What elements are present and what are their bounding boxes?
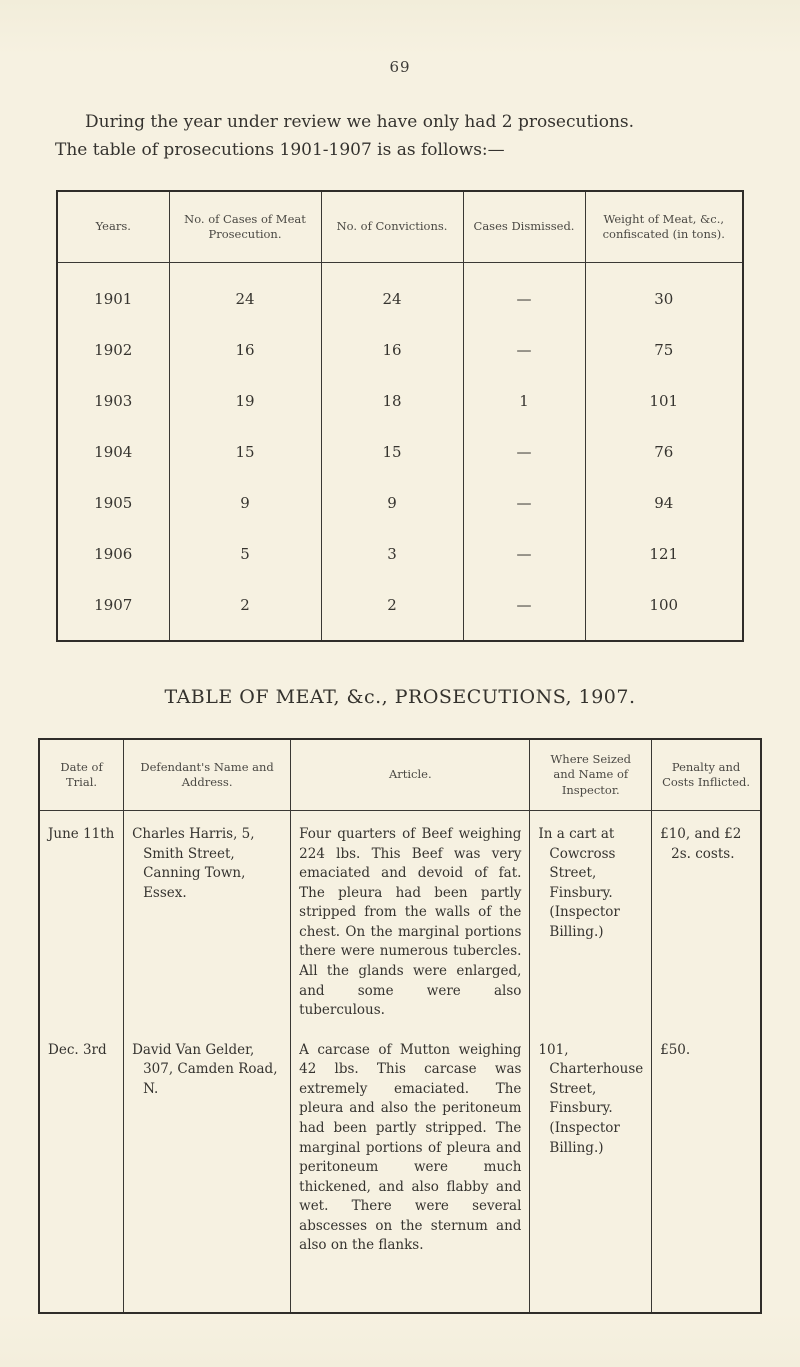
cell-article xyxy=(291,1027,530,1313)
table-cell: 3 xyxy=(321,528,463,579)
table-cell: 94 xyxy=(585,477,743,528)
table-header-row xyxy=(57,191,743,263)
header-convictions: No. of Convictions. xyxy=(321,191,463,263)
table-cell: 9 xyxy=(169,477,321,528)
prosecutions-detail-table xyxy=(38,738,762,1314)
table-row xyxy=(39,811,761,1027)
table-cell: — xyxy=(463,426,585,477)
intro-line-2: The table of prosecutions 1901-1907 is as follows:— xyxy=(55,140,505,161)
table-cell: 101 xyxy=(585,375,743,426)
table-cell: 2 xyxy=(321,579,463,641)
table-cell: 9 xyxy=(321,477,463,528)
table-cell: 30 xyxy=(585,263,743,325)
table-cell: — xyxy=(463,263,585,325)
table-row xyxy=(57,477,743,528)
table-row xyxy=(57,263,743,325)
table-cell: 15 xyxy=(321,426,463,477)
cell-where xyxy=(530,1027,652,1313)
table-cell: 1904 xyxy=(57,426,169,477)
prosecutions-summary-table xyxy=(56,190,744,642)
table-cell: 100 xyxy=(585,579,743,641)
date-text: June 11th xyxy=(48,826,115,843)
cell-penalty xyxy=(652,1027,761,1313)
cell-where xyxy=(530,811,652,1027)
table-cell: 121 xyxy=(585,528,743,579)
table-cell: 24 xyxy=(321,263,463,325)
defendant-text: Charles Harris, 5, Smith Street, Canning Town, Essex. xyxy=(132,826,255,901)
table-cell: 15 xyxy=(169,426,321,477)
where-text: 101, Charterhouse Street, Finsbury. (Inspector Billing.) xyxy=(538,1041,644,1156)
table-header-row xyxy=(39,739,761,811)
cell-article xyxy=(291,811,530,1027)
header-defendant: Defendant's Name and Address. xyxy=(124,739,291,811)
header-article: Article. xyxy=(291,739,530,811)
table-cell: 1902 xyxy=(57,324,169,375)
table-cell: 1 xyxy=(463,375,585,426)
table-cell: — xyxy=(463,477,585,528)
table-cell: 16 xyxy=(169,324,321,375)
cell-date xyxy=(39,811,124,1027)
cell-defendant xyxy=(124,1027,291,1313)
table-cell: 16 xyxy=(321,324,463,375)
where-text: In a cart at Cowcross Street, Finsbury. (Inspector Billing.) xyxy=(538,826,620,940)
table-cell: 1907 xyxy=(57,579,169,641)
table-cell: — xyxy=(463,579,585,641)
article-text: Four quarters of Beef weighing 224 lbs. This Beef was very emaciated and devoid of fat. The pleura had been partly stripped from the walls of the chest. On the marginal portions there were numerous tubercles. All the glands were enlarged, and some were also tuberculous. xyxy=(299,826,522,1019)
table-cell: 24 xyxy=(169,263,321,325)
cell-date xyxy=(39,1027,124,1313)
table-cell: 1903 xyxy=(57,375,169,426)
page-number: 69 xyxy=(389,58,411,76)
table-row xyxy=(39,1027,761,1313)
intro-line-1: During the year under review we have only had 2 prosecutions. xyxy=(85,112,635,132)
cell-defendant xyxy=(124,811,291,1027)
table-row xyxy=(57,426,743,477)
table-row xyxy=(57,528,743,579)
header-penalty: Penalty and Costs Inflicted. xyxy=(652,739,761,811)
header-weight: Weight of Meat, &c., confiscated (in tons). xyxy=(585,191,743,263)
header-cases: No. of Cases of Meat Prosecution. xyxy=(169,191,321,263)
table-cell: 75 xyxy=(585,324,743,375)
intro-paragraph xyxy=(55,108,745,164)
date-text: Dec. 3rd xyxy=(48,1041,107,1058)
table-cell: — xyxy=(463,528,585,579)
header-dismissed: Cases Dismissed. xyxy=(463,191,585,263)
header-years: Years. xyxy=(57,191,169,263)
table-cell: 5 xyxy=(169,528,321,579)
penalty-text: £10, and £2 2s. costs. xyxy=(660,826,742,862)
table-row xyxy=(57,579,743,641)
table-row xyxy=(57,324,743,375)
table-cell: 76 xyxy=(585,426,743,477)
table-cell: 1906 xyxy=(57,528,169,579)
table-row xyxy=(57,375,743,426)
defendant-text: David Van Gelder, 307, Camden Road, N. xyxy=(132,1041,278,1097)
header-where-seized: Where Seized and Name of Inspector. xyxy=(530,739,652,811)
table-cell: — xyxy=(463,324,585,375)
table-cell: 1901 xyxy=(57,263,169,325)
penalty-text: £50. xyxy=(660,1041,691,1058)
cell-penalty xyxy=(652,811,761,1027)
table-cell: 1905 xyxy=(57,477,169,528)
article-text: A carcase of Mutton weighing 42 lbs. This carcase was extremely emaciated. The pleura and also the peritoneum had been partly stripped. The marginal portions of pleura and peritoneum were much thickened, and also flabby and wet. There were several abscesses on the sternum and also on the flanks. xyxy=(299,1041,522,1254)
table2-title: TABLE OF MEAT, &c., PROSECUTIONS, 1907. xyxy=(164,686,636,709)
header-date-of-trial: Date of Trial. xyxy=(39,739,124,811)
table-cell: 19 xyxy=(169,375,321,426)
table-cell: 18 xyxy=(321,375,463,426)
table-cell: 2 xyxy=(169,579,321,641)
